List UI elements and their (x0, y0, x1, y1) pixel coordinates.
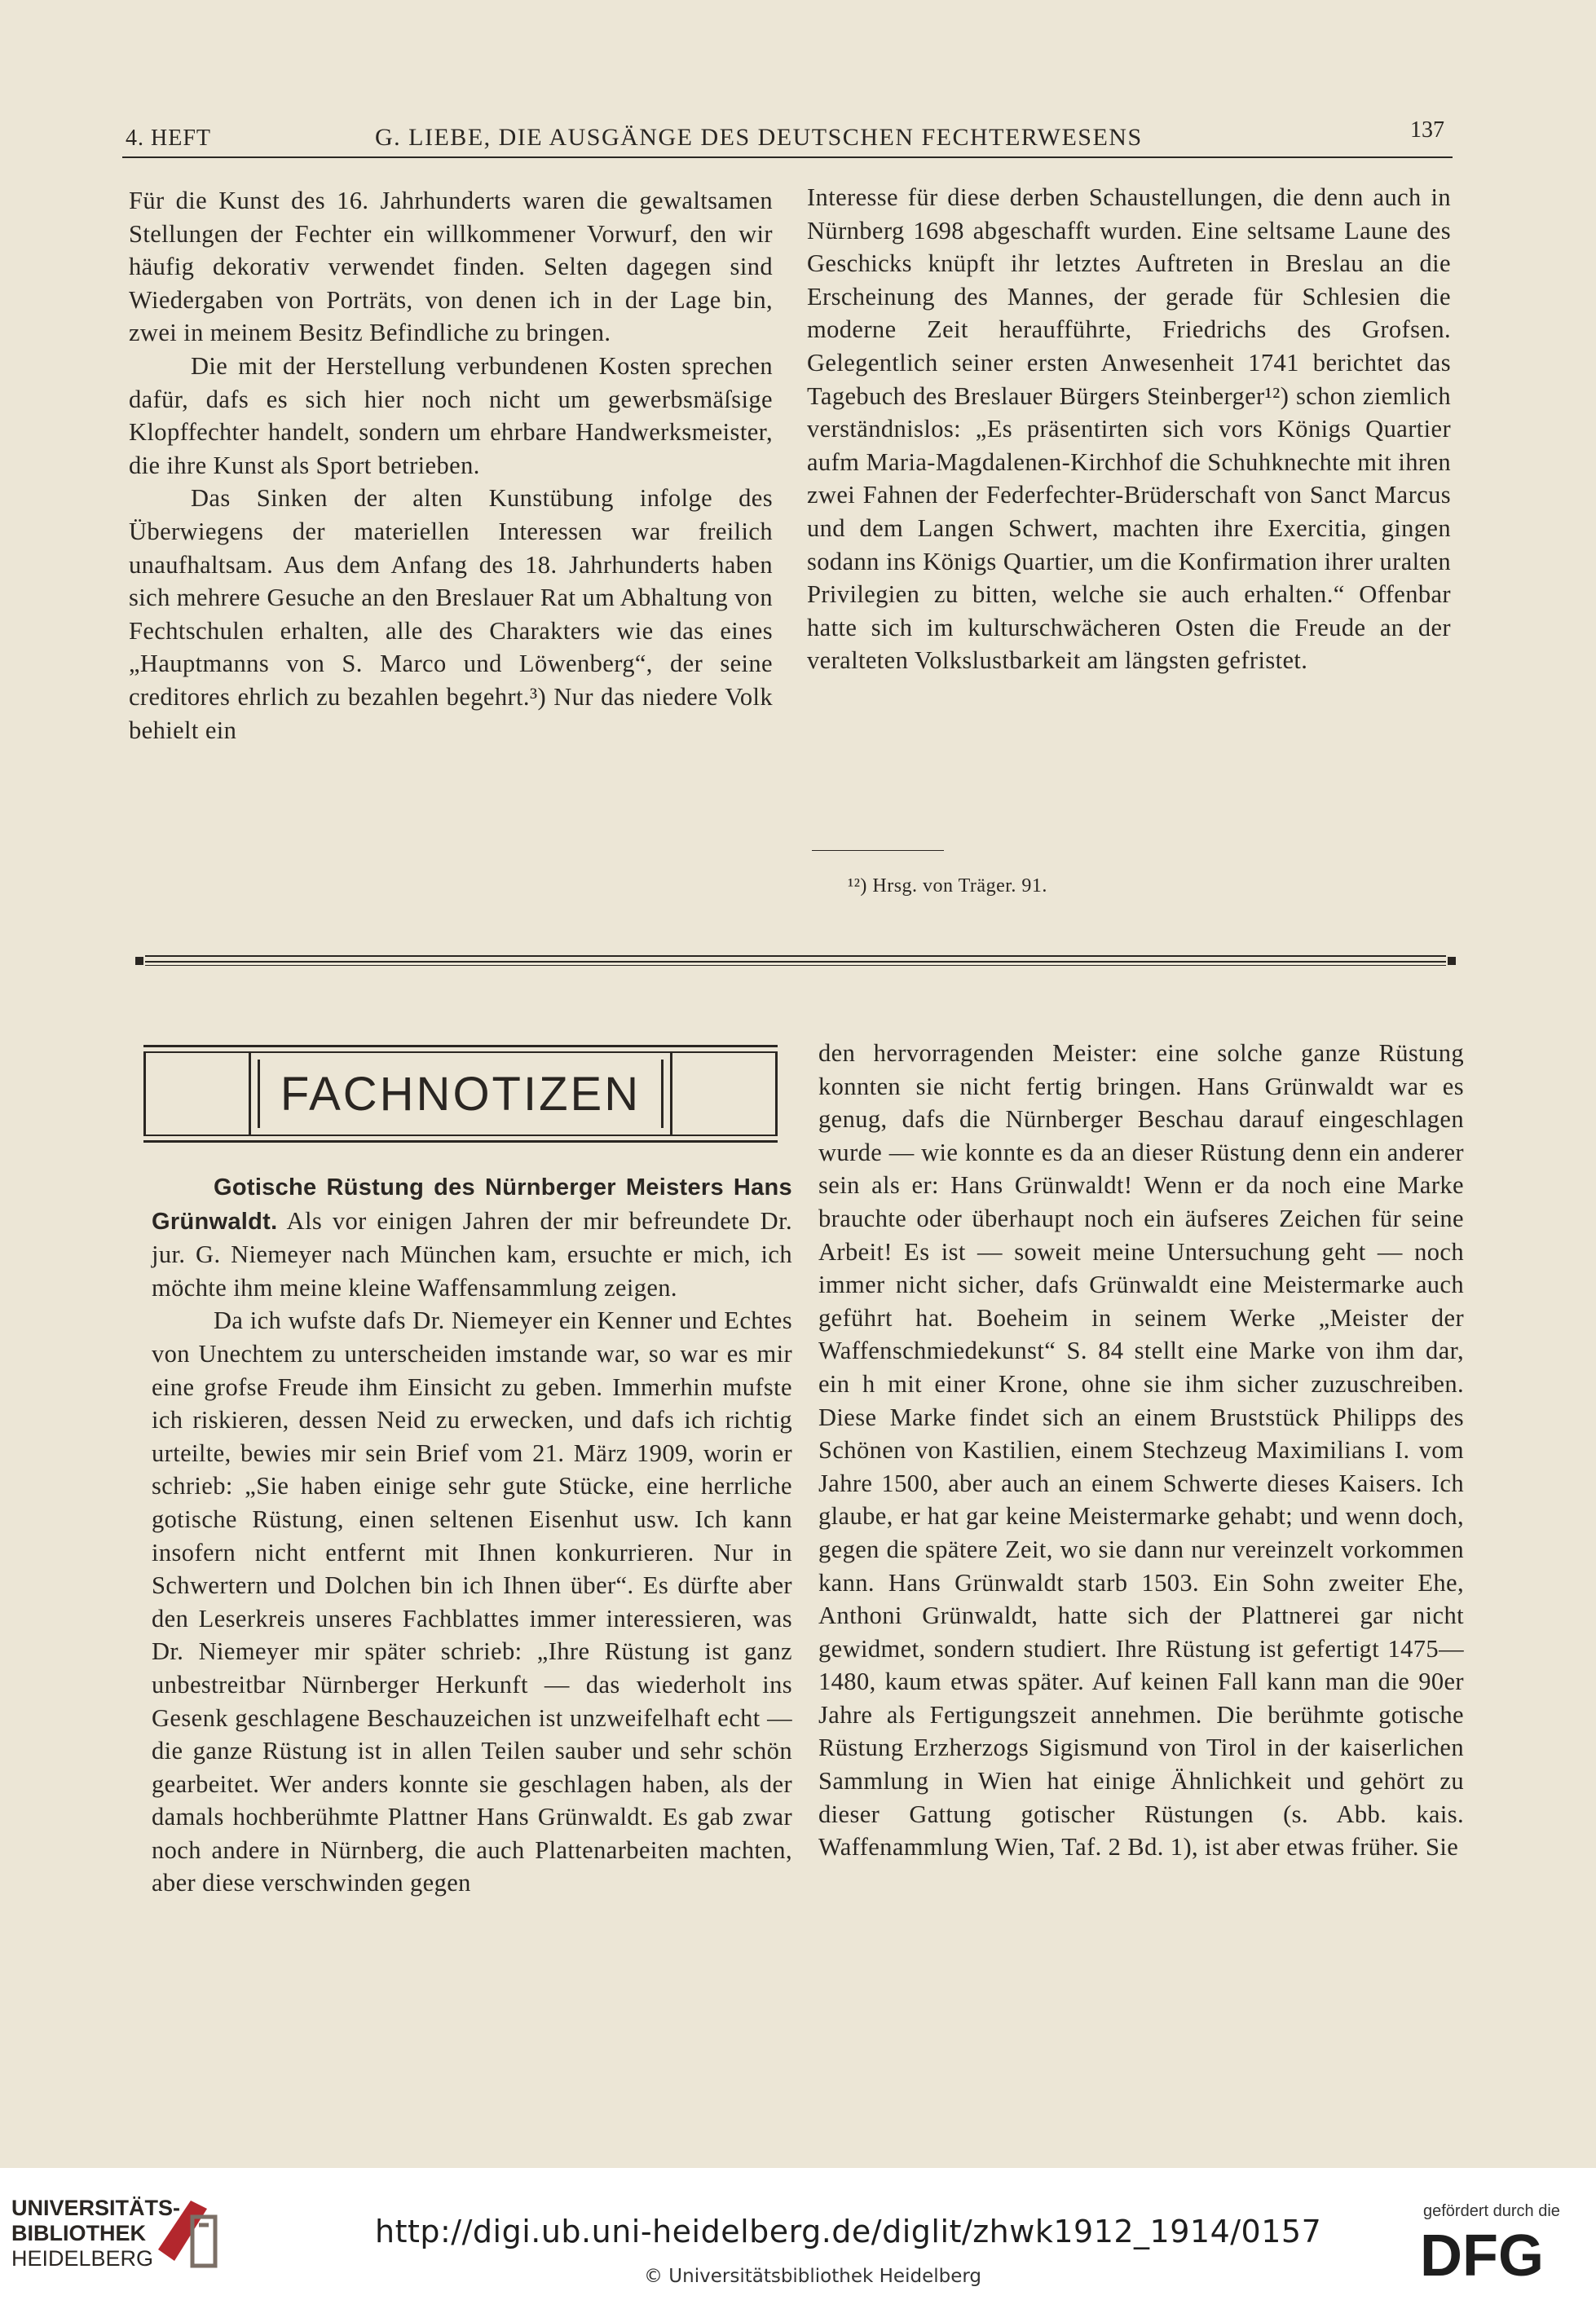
library-emblem-icon (150, 2192, 223, 2271)
divider-ornament (1448, 957, 1456, 965)
section-divider (135, 950, 1456, 968)
running-title: G. LIEBE, DIE AUSGÄNGE DES DEUTSCHEN FECHTERWESENS (375, 124, 1143, 151)
paragraph: Das Sinken der alten Kunstübung infolge des Überwiegens der materiellen Interessen war freilich unaufhaltsam. Aus dem Anfang des 18. Jahrhunderts haben sich mehrere Gesuche an den Breslauer Rat um Abhaltung von Fechtschulen erhalten, alle des Charakters wie das eines „Hauptmanns von S. Marco und Löwenberg“, der seine creditores ehrlich zu bezahlen begehrt.³) Nur das niedere Volk behielt ein (129, 484, 773, 744)
paragraph: Interesse für diese derben Schaustellungen, die denn auch in Nürnberg 1698 abgeschafft wurden. Eine seltsame Laune des Geschicks knüpft ihr letztes Auftreten in Breslau an die Erscheinung des Mannes, der gerade für Schlesien die moderne Zeit heraufführte, Friedrichs des Grofsen. Gelegentlich seiner ersten Anwesenheit 1741 berichtet das Tagebuch des Breslauer Bürgers Steinberger¹²) schon ziemlich verständnislos: „Es präsentirten sich vors Königs Quartier aufm Maria-Magdalenen-Kirchhof die Schuhknechte mit ihren zwei Fahnen der Federfechter-Brüderschaft von Sanct Marcus und dem Langen Schwert, machten ihre Exercitia, gingen sodann ins Königs Quartier, um die Konfirmation ihrer uralten Privilegien zu bitten, welche sie auch erhalten.“ Offenbar hatte sich im kulturschwächeren Osten die Freude an der veralteten Volkslustbarkeit am längsten gefristet. (807, 183, 1451, 675)
column-top-right (807, 181, 1451, 677)
footnote: ¹²) Hrsg. von Träger. 91. (848, 875, 1047, 897)
section-title: FACHNOTIZEN (258, 1060, 664, 1128)
running-header (122, 114, 1453, 158)
library-logo[interactable]: UNIVERSITÄTS- BIBLIOTHEK HEIDELBERG (11, 2196, 181, 2271)
footnote-rule (812, 850, 944, 851)
issue-label: 4. HEFT (126, 126, 211, 151)
section-title-box (143, 1045, 778, 1143)
digitization-footer (0, 2168, 1596, 2300)
funding-caption: gefördert durch die (1423, 2202, 1560, 2220)
dfg-logo-icon (1417, 2225, 1580, 2282)
permalink[interactable]: http://digi.ub.uni-heidelberg.de/diglit/zhwk1912_1914/0157 (375, 2214, 1322, 2249)
article-heading: Gotische Rüstung des Nürnberger Meisters Hans Grünwaldt. (152, 1174, 792, 1235)
column-bottom-right (818, 1037, 1464, 1864)
divider-ornament (135, 957, 143, 965)
copyright: © Universitätsbibliothek Heidelberg (644, 2266, 982, 2287)
paragraph: Für die Kunst des 16. Jahrhunderts waren die gewaltsamen Stellungen der Fechter ein willkommener Vorwurf, den wir häufig dekorativ verwendet finden. Selten dagegen sind Wiedergaben von Porträts, von denen ich in der Lage bin, zwei in meinem Besitz Befindliche zu bringen. (129, 187, 773, 347)
paragraph: Die mit der Herstellung verbundenen Kosten sprechen dafür, dafs es sich hier noch nicht um gewerbsmäſsige Klopffechter handelt, sondern um ehrbare Handwerksmeister, die ihre Kunst als Sport betrieben. (129, 351, 773, 479)
column-bottom-left (152, 1170, 792, 1900)
svg-text:DFG: DFG (1420, 2225, 1544, 2282)
page-number: 137 (1410, 117, 1444, 143)
paragraph: Da ich wufste dafs Dr. Niemeyer ein Kenner und Echtes von Unechtem zu unterscheiden imstande war, so war es mir eine grofse Freude ihm Einsicht zu geben. Immerhin mufste ich riskieren, dessen Neid zu erwecken, und dafs ich richtig urteilte, bewies mir sein Brief vom 21. März 1909, worin er schrieb: „Sie haben einige sehr gute Stücke, eine herrliche gotische Rüstung, einen seltenen Eisenhut usw. Ich kann insofern nicht entfernt mit Ihnen konkurrieren. Nur in Schwertern und Dolchen bin ich Ihnen über“. Es dürfte aber den Leserkreis unseres Fachblattes immer interessieren, was Dr. Niemeyer mir später schrieb: „Ihre Rüstung ist ganz unbestreitbar Nürnberger Herkunft — das wiederholt ins Gesenk geschlagene Beschauzeichen ist unzweifelhaft echt — die ganze Rüstung ist in allen Teilen sauber und sehr schön gearbeitet. Wer anders konnte sie geschlagen haben, als der damals hochberühmte Plattner Hans Grünwaldt. Es gab zwar noch andere in Nürnberg, die auch Plattenarbeiten machten, aber diese verschwinden gegen (152, 1306, 792, 1897)
paragraph: Als vor einigen Jahren der mir befreundete Dr. jur. G. Niemeyer nach München kam, ersuchte er mich, ich möchte ihm meine kleine Waffensammlung zeigen. (152, 1206, 792, 1302)
paragraph: den hervorragenden Meister: eine solche ganze Rüstung konnten sie nicht fertig bringen. Hans Grünwaldt war es genug, dafs die Nürnberger Beschau darauf eingeschlagen wurde — wie konnte es da an dieser Rüstung denn ein anderer sein als er: Hans Grünwaldt! Wenn er da noch eine Marke brauchte oder überhaupt noch ein äufseres Zeichen für seine Arbeit! Es ist — soweit meine Untersuchung geht — noch immer nicht sicher, dafs Grünwaldt eine Meistermarke auch geführt hat. Boeheim in seinem Werke „Meister der Waffenschmiedekunst“ S. 84 stellt eine Marke von ihm dar, ein h mit einer Krone, ohne sie ihm sicher zuzuschreiben. Diese Marke findet sich an einem Bruststück Philipps des Schönen von Kastilien, einem Stechzeug Maximilians I. vom Jahre 1500, aber auch an einem Schwerte dieses Kaisers. Ich glaube, er hat gar keine Meistermarke gehabt; und wenn doch, gegen die spätere Zeit, wo sie dann nur vereinzelt vorkommen kann. Hans Grünwaldt starb 1503. Ein Sohn zweiter Ehe, Anthoni Grünwaldt, hatte sich der Plattnerei gar nicht gewidmet, sondern studiert. Ihre Rüstung ist gefertigt 1475—1480, kaum etwas später. Auf keinen Fall kann man die 90er Jahre als Fertigungszeit annehmen. Die berühmte gotische Rüstung Erzherzogs Sigismund von Tirol in der kaiserlichen Sammlung in Wien hat einige Ähnlichkeit und gehört zu dieser Gattung gotischer Rüstungen (s. Abb. kais. Waffenammlung Wien, Taf. 2 Bd. 1), ist aber etwas früher. Sie (818, 1039, 1464, 1862)
column-top-left (129, 184, 773, 747)
